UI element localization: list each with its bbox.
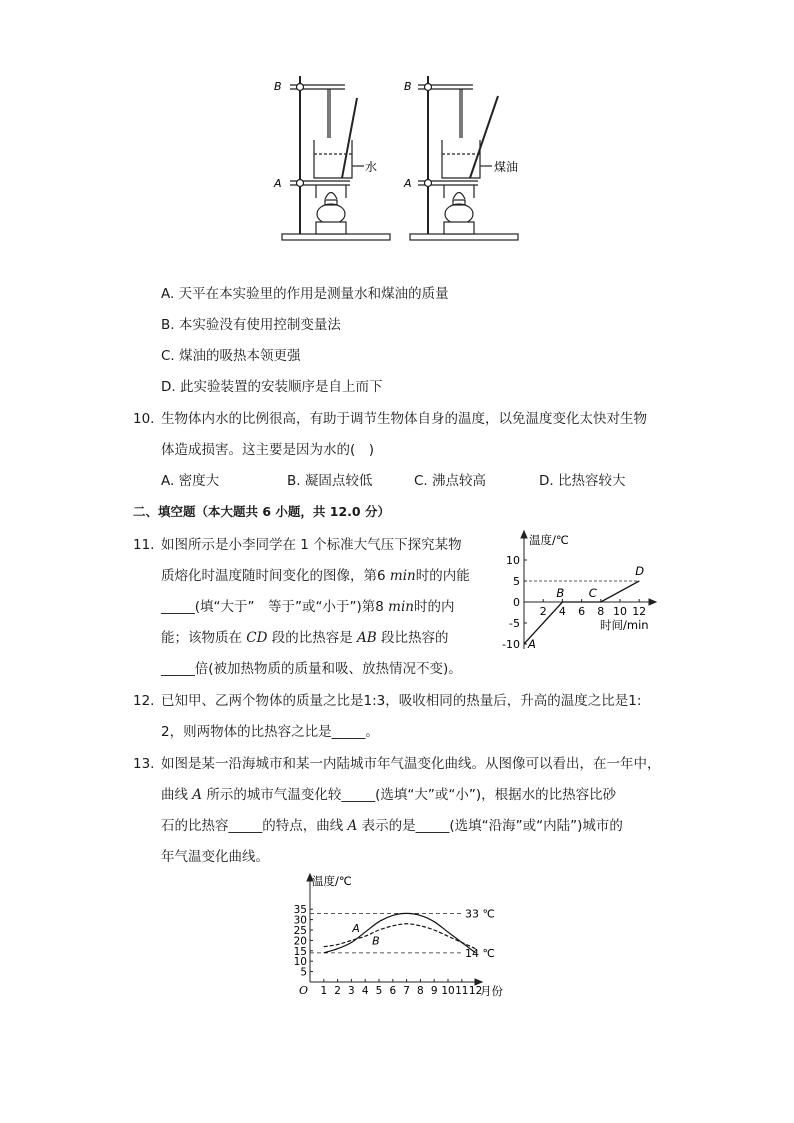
temp-x-tick-label: 1 (320, 985, 328, 997)
q9-option-c (161, 347, 301, 365)
option-letter: B. (287, 473, 301, 489)
temp-y-tick-label: 25 (293, 925, 307, 937)
melting-chart (492, 527, 672, 657)
text-run: 曲线 (161, 787, 193, 803)
melt-x-tick-label: 2 (539, 605, 547, 618)
temp-x-tick-label: 12 (468, 985, 483, 997)
temp-xlabel: 月份 (480, 984, 503, 998)
temp-x-tick-label: 4 (361, 985, 369, 997)
section-heading (133, 503, 390, 521)
text-run: 段比热容的 (376, 630, 449, 646)
text-run: _____(填“大于” 等于”或“小于”)第8 (161, 599, 389, 615)
melt-y-tick-label: 10 (506, 554, 520, 567)
temp-x-tick-label: 9 (430, 985, 438, 997)
option-text: 比热容较大 (557, 473, 626, 489)
apparatus-figure (270, 68, 526, 246)
text-run: 能；该物质在 (161, 630, 247, 646)
option-letter: A. (161, 286, 175, 302)
temp-x-tick-label: 11 (455, 985, 469, 997)
temp-series-b-label: B (372, 934, 380, 948)
q9-option-d (161, 378, 382, 396)
option-letter: C. (414, 473, 428, 489)
melt-point-a-label: A (528, 637, 536, 651)
q10-option-b (287, 472, 372, 490)
q10-number: 10. (133, 411, 155, 427)
q12-line-1: 已知甲、乙两个物体的质量之比是1:3，吸收相同的热量后，升高的温度之比是1: (161, 693, 642, 709)
melt-point-b-label: B (556, 586, 565, 600)
q11-line-5: _____倍(被加热物质的质量和吸、放热情况不变)。 (161, 661, 462, 677)
temp-y-tick-label: 20 (293, 935, 307, 948)
temp-series-a-curve (324, 913, 476, 953)
q10-option-d (539, 472, 625, 490)
q11-line-3 (161, 598, 454, 616)
melt-xlabel: 时间/min (600, 618, 649, 632)
q13-number: 13. (133, 756, 155, 772)
label-b-right: B (404, 80, 412, 93)
temp-x-tick-label: 10 (441, 985, 455, 997)
q9-option-a (161, 285, 449, 303)
q10-option-c (414, 472, 486, 490)
curve-a-ref: A (192, 787, 203, 803)
melt-x-tick-label: 10 (613, 605, 627, 618)
temp-x-tick-label: 5 (375, 985, 383, 997)
q10-line-2: 体造成损害。这主要是因为水的( ) (161, 442, 375, 458)
segment-cd: CD (246, 630, 268, 646)
temp-x-tick-label: 7 (403, 985, 410, 997)
text-run: 所示的城市气温变化较_____(选填“大”或“小”)，根据水的比热容比砂 (202, 787, 617, 803)
melt-point-d-label: D (635, 564, 645, 578)
text-run: 时的内 (413, 599, 455, 615)
temp-y-tick-label: 10 (293, 956, 307, 969)
section-title: 二、填空题 (133, 504, 196, 519)
option-letter: B. (161, 317, 175, 333)
temp-x-tick-label: 8 (417, 985, 424, 997)
text-run: 石的比热容_____的特点，曲线 (161, 818, 348, 834)
temp-y-tick-label: 30 (293, 914, 307, 927)
text-run: 表示的是_____(选填“沿海”或“内陆”)城市的 (357, 818, 623, 834)
q9-option-b (161, 316, 341, 334)
q11-line-2 (161, 567, 470, 585)
option-text: 此实验装置的安装顺序是自上而下 (179, 379, 383, 395)
temp-reference-label: 14 ℃ (465, 946, 495, 960)
temp-series-a-label: A (352, 922, 360, 936)
melt-x-tick-label: 12 (632, 605, 647, 618)
melt-x-tick-label: 6 (578, 605, 586, 618)
q13-line-1: 如图是某一沿海城市和某一内陆城市年气温变化曲线。从图像可以看出，在一年中， (161, 756, 661, 772)
melt-x-tick-label: 8 (597, 605, 605, 618)
label-a-left: A (274, 177, 282, 190)
q11-number: 11. (133, 537, 155, 553)
q10-option-a (161, 472, 219, 490)
option-text: 煤油的吸热本领更强 (179, 348, 301, 364)
temp-reference-label: 33 ℃ (465, 907, 495, 921)
label-a-right: A (404, 177, 412, 190)
temp-y-tick-label: 35 (293, 904, 307, 917)
option-letter: A. (161, 473, 175, 489)
option-letter: D. (539, 473, 554, 489)
temp-x-tick-label: 6 (389, 985, 397, 997)
q11-line-4 (161, 629, 449, 647)
option-text: 天平在本实验里的作用是测量水和煤油的质量 (178, 286, 449, 302)
temp-ylabel: 温度/℃ (312, 874, 352, 888)
temp-y-tick-label: 5 (300, 966, 307, 979)
kerosene-label: 煤油 (494, 160, 519, 174)
unit-min: min (388, 599, 414, 615)
q12-line-2: 2，则两物体的比热容之比是_____。 (161, 724, 379, 740)
option-text: 密度大 (178, 473, 220, 489)
q11-line-1: 如图所示是小李同学在 1 个标准大气压下探究某物 (161, 537, 462, 553)
temp-x-tick-label: 3 (348, 985, 355, 997)
water-label: 水 (365, 160, 378, 174)
melt-x-tick-label: 4 (558, 605, 566, 618)
curve-a-ref: A (347, 818, 358, 834)
melt-y-tick-label: 5 (513, 575, 520, 588)
text-run: 段的比热容是 (267, 630, 358, 646)
text-run: 时的内能 (415, 568, 470, 584)
option-text: 凝固点较低 (304, 473, 373, 489)
melt-ylabel: 温度/℃ (529, 533, 569, 547)
melt-y-tick-label: -10 (502, 638, 520, 651)
annual-temperature-chart (290, 870, 510, 1000)
section-detail: （本大题共 6 小题，共 12.0 分） (195, 504, 390, 519)
temp-origin: O (299, 984, 309, 997)
melt-y-tick-label: -5 (509, 617, 520, 630)
option-text: 本实验没有使用控制变量法 (178, 317, 341, 333)
option-letter: C. (161, 348, 175, 364)
label-b-left: B (274, 80, 282, 93)
option-letter: D. (161, 379, 176, 395)
q10-line-1: 生物体内水的比例很高，有助于调节生物体自身的温度，以免温度变化太快对生物 (161, 411, 647, 427)
q12-number: 12. (133, 693, 155, 709)
segment-ab: AB (357, 630, 377, 646)
text-run: 质熔化时温度随时间变化的图像，第6 (161, 568, 390, 584)
unit-min: min (389, 568, 416, 584)
melt-point-c-label: C (588, 586, 597, 600)
temp-y-tick-label: 15 (293, 945, 307, 958)
water-setup (282, 76, 390, 240)
melt-y-tick-label: 0 (513, 596, 520, 609)
option-text: 沸点较高 (432, 473, 487, 489)
kerosene-setup (410, 76, 518, 240)
q13-line-2 (161, 786, 616, 804)
q13-line-4: 年气温变化曲线。 (161, 849, 269, 865)
q13-line-3 (161, 817, 623, 835)
temp-x-tick-label: 2 (334, 985, 341, 997)
